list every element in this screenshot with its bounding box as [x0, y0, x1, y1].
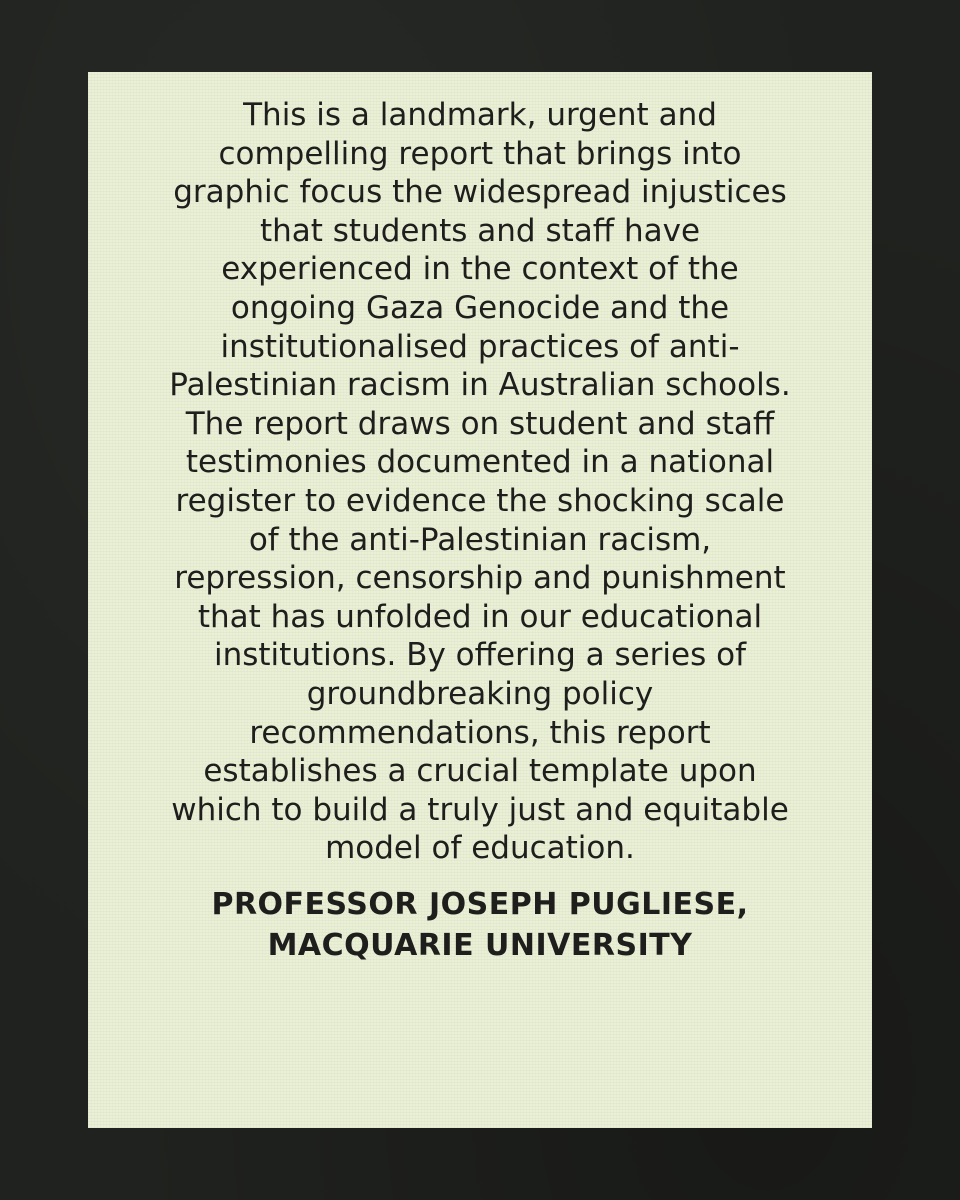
quote-line: that students and staff have: [259, 212, 701, 249]
quote-line: This is a landmark, urgent and: [243, 97, 717, 133]
attribution: [128, 884, 832, 966]
quote-line: institutionalised practices of anti-: [220, 328, 740, 365]
quote-line: that has unfolded in our educational: [197, 598, 763, 635]
quote-line: institutions. By offering a series of: [213, 637, 746, 674]
quote-line: graphic focus the widespread injustices: [173, 174, 787, 211]
quote-line: which to build a truly just and equitable: [171, 791, 789, 828]
quote-line: Palestinian racism in Australian schools.: [169, 367, 791, 404]
quote-line: experienced in the context of the: [221, 251, 739, 288]
quote-line: establishes a crucial template upon: [203, 753, 757, 790]
quote-line: of the anti-Palestinian racism,: [248, 521, 712, 558]
quote-line: repression, censorship and punishment: [174, 560, 786, 597]
quote-text: [128, 96, 832, 868]
attribution-affiliation: MACQUARIE UNIVERSITY: [267, 927, 693, 963]
quote-line: compelling report that brings into: [218, 135, 742, 172]
quote-card: [88, 72, 872, 1128]
quote-line: groundbreaking policy: [306, 675, 654, 712]
quote-line: model of education.: [325, 830, 635, 867]
quote-line: register to evidence the shocking scale: [175, 482, 785, 519]
quote-line: testimonies documented in a national: [185, 444, 775, 481]
quote-line: ongoing Gaza Genocide and the: [230, 289, 730, 326]
quote-line: The report draws on student and staff: [185, 405, 775, 442]
attribution-name: PROFESSOR JOSEPH PUGLIESE,: [211, 886, 749, 922]
quote-line: recommendations, this report: [249, 714, 711, 751]
